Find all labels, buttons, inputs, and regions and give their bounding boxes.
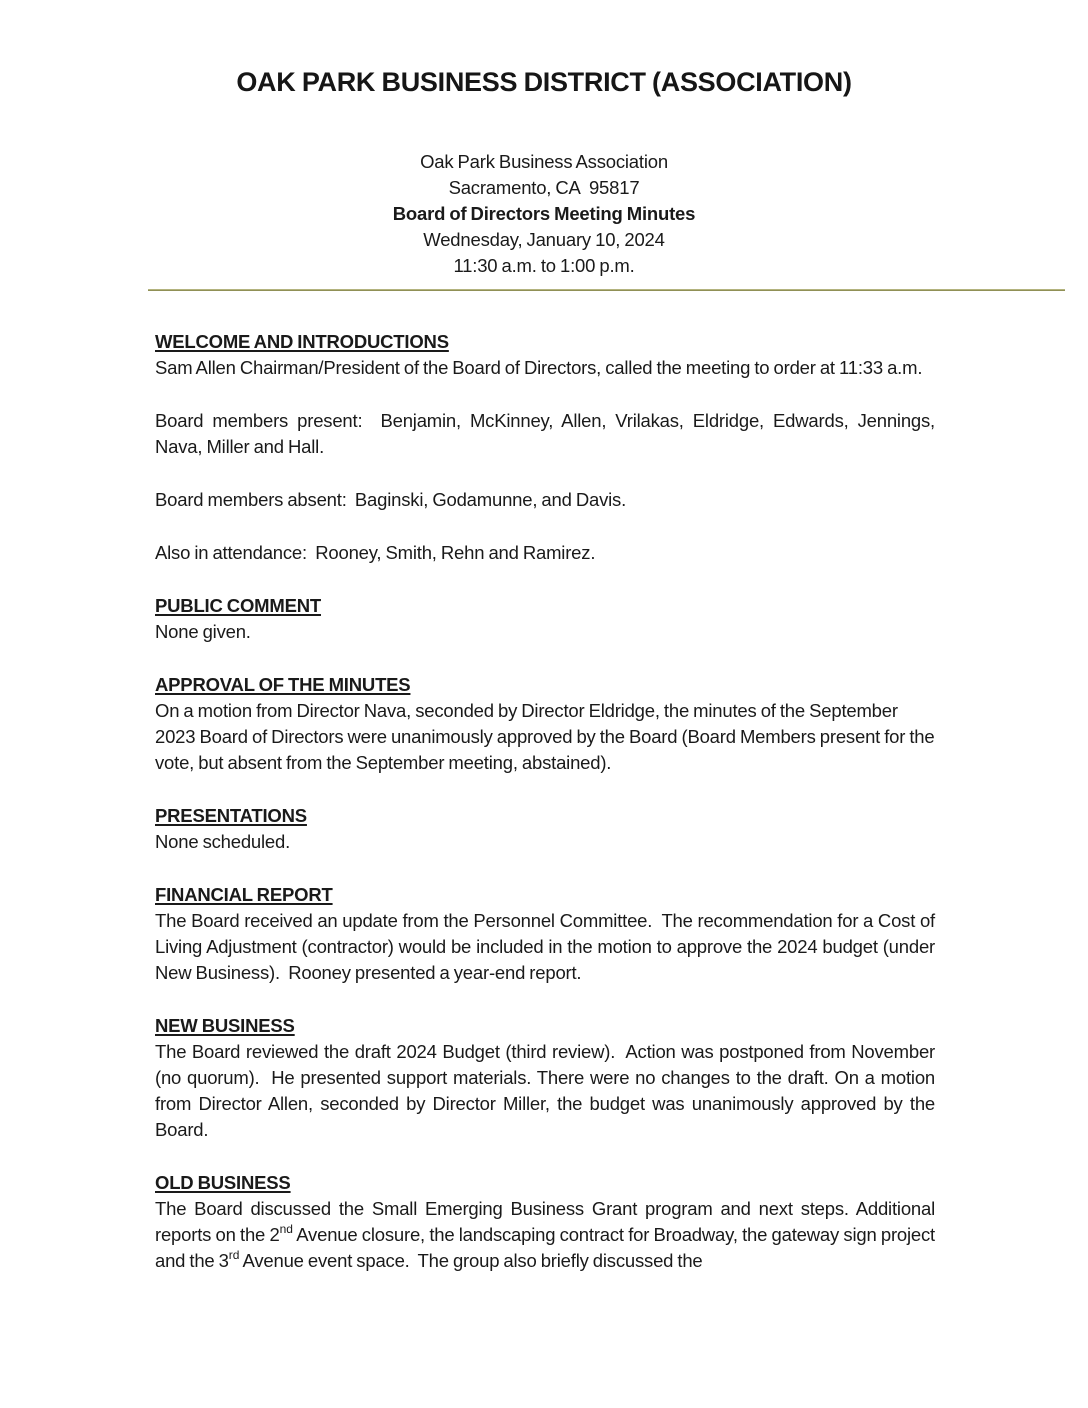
section-paragraph: None given. [155,621,251,642]
section-paragraph: None scheduled. [155,831,291,852]
section-financial-report [155,882,935,986]
section-heading-welcome: WELCOME AND INTRODUCTIONS [155,331,449,352]
section-old-business [155,1170,935,1274]
paragraph-text: The Board discussed the Small Emerging Business Grant program and next steps. Additional reports on the 2 [155,1198,935,1245]
section-heading-old-business: OLD BUSINESS [155,1172,291,1193]
section-paragraph: Board members present: Benjamin, McKinney, Allen, Vrilakas, Eldridge, Edwards, Jennings, Nava, Miller and Hall. [155,410,935,457]
section-new-business [155,1013,935,1143]
paragraph-text: Avenue event space. The group also briefly discussed the [239,1250,703,1271]
document-header [0,149,1088,279]
section-approval-of-minutes [155,672,935,776]
superscript-ordinal: nd [279,1221,293,1236]
section-paragraph: Also in attendance: Rooney, Smith, Rehn and Ramirez. [155,542,596,563]
section-heading-financial: FINANCIAL REPORT [155,884,333,905]
section-presentations [155,803,935,855]
header-date: Wednesday, January 10, 2024 [423,229,665,250]
section-paragraph: Board members absent: Baginski, Godamunne, and Davis. [155,489,627,510]
section-paragraph: Sam Allen Chairman/President of the Board of Directors, called the meeting to order at 11:33 a.m. [155,357,923,378]
paragraph-text: Avenue closure, the landscaping contract for Broadway, the gateway sign project and the 3 [155,1224,935,1271]
document-body [155,329,935,1274]
superscript-ordinal: rd [228,1247,240,1262]
header-location: Sacramento, CA 95817 [448,177,640,198]
header-time: 11:30 a.m. to 1:00 p.m. [453,255,635,276]
section-heading-approval: APPROVAL OF THE MINUTES [155,674,411,695]
section-public-comment [155,593,935,645]
header-org-name: Oak Park Business Association [420,151,668,172]
header-divider [148,289,1065,291]
section-heading-public-comment: PUBLIC COMMENT [155,595,321,616]
header-doc-type: Board of Directors Meeting Minutes [392,203,696,224]
section-welcome [155,329,935,566]
section-heading-presentations: PRESENTATIONS [155,805,307,826]
section-heading-new-business: NEW BUSINESS [155,1015,295,1036]
section-paragraph [155,1196,935,1274]
document-title: OAK PARK BUSINESS DISTRICT (ASSOCIATION) [236,67,852,97]
section-paragraph: The Board received an update from the Personnel Committee. The recommendation for a Cost of Living Adjustment (contractor) would be included in the motion to approve the 2024 budget (under New Business). Rooney presented a year-end report. [155,910,935,983]
section-paragraph: On a motion from Director Nava, seconded by Director Eldridge, the minutes of the September 2023 Board of Directors were unanimously approved by the Board (Board Members present for the vote, but absent from the September meeting, abstained). [155,700,935,773]
section-paragraph: The Board reviewed the draft 2024 Budget (third review). Action was postponed from November (no quorum). He presented support materials. There were no changes to the draft. On a motion from Director Allen, seconded by Director Miller, the budget was unanimously approved by the Board. [155,1041,935,1140]
